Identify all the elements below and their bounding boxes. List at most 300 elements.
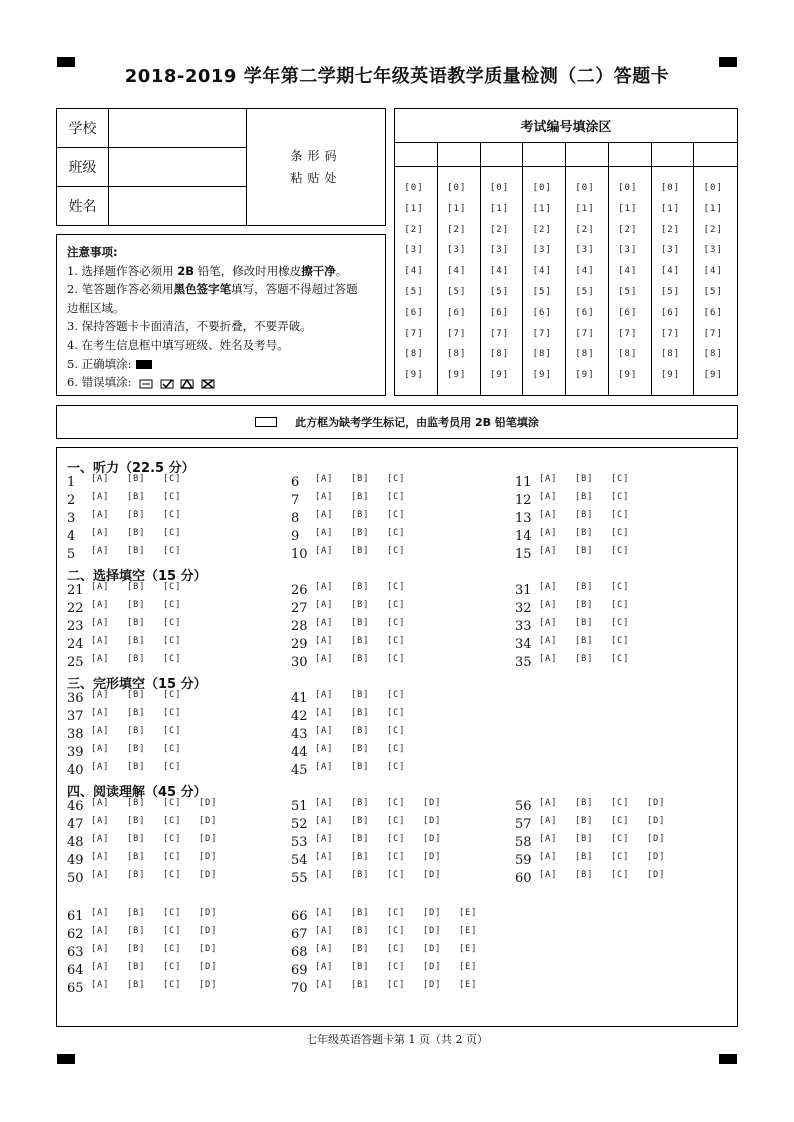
answer-bubble[interactable]: [D] [199, 908, 218, 918]
answer-bubble[interactable]: [B] [127, 852, 146, 862]
answer-bubble[interactable]: [A] [315, 582, 334, 592]
answer-bubble[interactable]: [C] [611, 618, 630, 628]
exam-digit-bubble[interactable]: [5] [618, 287, 638, 297]
answer-bubble[interactable]: [C] [163, 636, 182, 646]
answer-bubble[interactable]: [B] [351, 654, 370, 664]
exam-digit-bubble[interactable]: [1] [660, 203, 681, 214]
answer-bubble[interactable]: [A] [91, 654, 110, 664]
answer-bubble[interactable]: [C] [163, 708, 182, 718]
exam-digit-bubble[interactable]: [7] [532, 328, 552, 339]
exam-digit-bubble[interactable]: [7] [618, 328, 638, 339]
exam-digit-bubble[interactable]: [4] [575, 266, 595, 277]
exam-digit-bubble[interactable]: [1] [575, 203, 595, 214]
answer-bubble[interactable]: [A] [91, 600, 110, 610]
answer-bubble[interactable]: [C] [387, 492, 406, 502]
answer-bubble[interactable]: [C] [163, 870, 182, 880]
answer-bubble[interactable]: [A] [315, 944, 334, 954]
answer-bubble[interactable]: [C] [163, 962, 182, 972]
answer-bubble[interactable]: [C] [611, 600, 630, 610]
answer-bubble[interactable]: [B] [575, 870, 594, 880]
answer-bubble[interactable]: [B] [351, 816, 370, 826]
exam-digit-bubble[interactable]: [0] [703, 183, 723, 193]
answer-bubble[interactable]: [C] [387, 926, 406, 936]
exam-digit-bubble[interactable]: [9] [532, 370, 552, 381]
answer-bubble[interactable]: [A] [91, 798, 110, 808]
exam-digit-bubble[interactable]: [6] [447, 307, 467, 318]
exam-digit-bubble[interactable]: [2] [618, 224, 638, 235]
answer-bubble[interactable]: [C] [387, 870, 406, 880]
answer-bubble[interactable]: [C] [387, 944, 406, 954]
answer-bubble[interactable]: [B] [575, 654, 594, 664]
answer-bubble[interactable]: [B] [127, 528, 146, 538]
answer-bubble[interactable]: [D] [199, 870, 218, 880]
answer-bubble[interactable]: [A] [91, 926, 110, 936]
answer-bubble[interactable]: [B] [127, 510, 146, 520]
answer-bubble[interactable]: [D] [423, 852, 442, 862]
answer-bubble[interactable]: [A] [91, 690, 110, 700]
answer-bubble[interactable]: [B] [127, 600, 146, 610]
answer-bubble[interactable]: [B] [127, 980, 146, 990]
answer-bubble[interactable]: [D] [647, 798, 666, 808]
answer-bubble[interactable]: [B] [351, 744, 370, 754]
answer-bubble[interactable]: [B] [351, 926, 370, 936]
answer-bubble[interactable]: [A] [91, 528, 110, 538]
answer-bubble[interactable]: [C] [387, 744, 406, 754]
answer-bubble[interactable]: [B] [351, 962, 370, 972]
answer-bubble[interactable]: [A] [539, 636, 558, 646]
exam-digit-bubble[interactable]: [3] [618, 245, 638, 256]
exam-digit-bubble[interactable]: [9] [404, 370, 424, 381]
answer-bubble[interactable]: [B] [575, 492, 594, 502]
answer-bubble[interactable]: [B] [351, 852, 370, 862]
answer-bubble[interactable]: [C] [611, 852, 630, 862]
answer-bubble[interactable]: [C] [387, 636, 406, 646]
answer-bubble[interactable]: [E] [459, 980, 478, 990]
exam-digit-bubble[interactable]: [8] [660, 349, 681, 360]
answer-bubble[interactable]: [A] [91, 816, 110, 826]
exam-digit-bubble[interactable]: [5] [660, 287, 681, 297]
answer-bubble[interactable]: [C] [611, 816, 630, 826]
answer-bubble[interactable]: [A] [315, 708, 334, 718]
answer-bubble[interactable]: [B] [351, 762, 370, 772]
exam-digit-bubble[interactable]: [1] [532, 203, 552, 214]
answer-bubble[interactable]: [C] [611, 636, 630, 646]
answer-bubble[interactable]: [A] [539, 528, 558, 538]
answer-bubble[interactable]: [B] [575, 618, 594, 628]
exam-digit-bubble[interactable]: [9] [703, 370, 723, 381]
answer-bubble[interactable]: [C] [163, 546, 182, 556]
answer-bubble[interactable]: [C] [611, 654, 630, 664]
exam-digit-bubble[interactable]: [4] [660, 266, 681, 277]
answer-bubble[interactable]: [D] [423, 980, 442, 990]
answer-bubble[interactable]: [D] [647, 816, 666, 826]
answer-bubble[interactable]: [A] [91, 708, 110, 718]
answer-bubble[interactable]: [A] [315, 474, 334, 484]
exam-digit-bubble[interactable]: [3] [532, 245, 552, 256]
answer-bubble[interactable]: [C] [163, 528, 182, 538]
answer-bubble[interactable]: [B] [351, 510, 370, 520]
answer-bubble[interactable]: [A] [315, 744, 334, 754]
answer-bubble[interactable]: [C] [163, 798, 182, 808]
exam-digit-bubble[interactable]: [7] [703, 328, 723, 339]
exam-digit-bubble[interactable]: [6] [575, 307, 595, 318]
answer-bubble[interactable]: [D] [647, 834, 666, 844]
answer-bubble[interactable]: [C] [163, 474, 182, 484]
answer-bubble[interactable]: [C] [163, 908, 182, 918]
answer-bubble[interactable]: [C] [163, 816, 182, 826]
answer-bubble[interactable]: [D] [423, 870, 442, 880]
answer-bubble[interactable]: [C] [163, 980, 182, 990]
answer-bubble[interactable]: [B] [575, 510, 594, 520]
exam-digit-bubble[interactable]: [0] [489, 183, 510, 193]
answer-bubble[interactable]: [A] [91, 474, 110, 484]
exam-digit-bubble[interactable]: [7] [660, 328, 681, 339]
answer-bubble[interactable]: [A] [91, 582, 110, 592]
exam-digit-bubble[interactable]: [4] [404, 266, 424, 277]
answer-bubble[interactable]: [D] [423, 926, 442, 936]
answer-bubble[interactable]: [A] [539, 870, 558, 880]
answer-bubble[interactable]: [D] [423, 834, 442, 844]
exam-digit-bubble[interactable]: [0] [532, 183, 552, 193]
answer-bubble[interactable]: [D] [199, 980, 218, 990]
exam-digit-bubble[interactable]: [7] [447, 328, 467, 339]
answer-bubble[interactable]: [A] [91, 944, 110, 954]
exam-digit-bubble[interactable]: [1] [618, 203, 638, 214]
answer-bubble[interactable]: [B] [351, 870, 370, 880]
answer-bubble[interactable]: [A] [539, 546, 558, 556]
exam-digit-bubble[interactable]: [7] [404, 328, 424, 339]
answer-bubble[interactable]: [A] [91, 962, 110, 972]
answer-bubble[interactable]: [B] [127, 636, 146, 646]
exam-digit-bubble[interactable]: [2] [575, 224, 595, 235]
answer-bubble[interactable]: [B] [127, 908, 146, 918]
exam-digit-bubble[interactable]: [4] [532, 266, 552, 277]
exam-digit-bubble[interactable]: [2] [660, 224, 681, 235]
answer-bubble[interactable]: [D] [423, 816, 442, 826]
exam-digit-bubble[interactable]: [4] [489, 266, 510, 277]
answer-bubble[interactable]: [B] [575, 852, 594, 862]
answer-bubble[interactable]: [D] [199, 852, 218, 862]
answer-bubble[interactable]: [E] [459, 962, 478, 972]
exam-digit-bubble[interactable]: [2] [447, 224, 467, 235]
answer-bubble[interactable]: [A] [315, 798, 334, 808]
answer-bubble[interactable]: [A] [315, 980, 334, 990]
answer-bubble[interactable]: [B] [575, 474, 594, 484]
answer-bubble[interactable]: [C] [163, 618, 182, 628]
answer-bubble[interactable]: [C] [387, 980, 406, 990]
answer-bubble[interactable]: [A] [539, 618, 558, 628]
answer-bubble[interactable]: [C] [163, 726, 182, 736]
answer-bubble[interactable]: [A] [315, 510, 334, 520]
answer-bubble[interactable]: [A] [315, 908, 334, 918]
answer-bubble[interactable]: [B] [575, 600, 594, 610]
answer-bubble[interactable]: [B] [351, 708, 370, 718]
answer-bubble[interactable]: [A] [315, 962, 334, 972]
answer-bubble[interactable]: [A] [539, 582, 558, 592]
exam-digit-bubble[interactable]: [5] [447, 287, 467, 297]
answer-bubble[interactable]: [B] [127, 492, 146, 502]
answer-bubble[interactable]: [B] [351, 690, 370, 700]
answer-bubble[interactable]: [C] [611, 870, 630, 880]
exam-digit-bubble[interactable]: [6] [660, 307, 681, 318]
answer-bubble[interactable]: [C] [163, 762, 182, 772]
answer-bubble[interactable]: [B] [127, 870, 146, 880]
answer-bubble[interactable]: [A] [539, 510, 558, 520]
answer-bubble[interactable]: [B] [127, 708, 146, 718]
answer-bubble[interactable]: [B] [575, 582, 594, 592]
answer-bubble[interactable]: [B] [127, 474, 146, 484]
exam-digit-bubble[interactable]: [9] [575, 370, 595, 381]
answer-bubble[interactable]: [A] [315, 870, 334, 880]
answer-bubble[interactable]: [C] [387, 762, 406, 772]
exam-digit-bubble[interactable]: [7] [489, 328, 510, 339]
answer-bubble[interactable]: [C] [611, 582, 630, 592]
answer-bubble[interactable]: [A] [539, 852, 558, 862]
answer-bubble[interactable]: [A] [315, 690, 334, 700]
answer-bubble[interactable]: [D] [647, 852, 666, 862]
answer-bubble[interactable]: [A] [539, 834, 558, 844]
answer-bubble[interactable]: [C] [163, 654, 182, 664]
answer-bubble[interactable]: [B] [575, 798, 594, 808]
answer-bubble[interactable]: [C] [387, 582, 406, 592]
answer-bubble[interactable]: [A] [91, 510, 110, 520]
answer-bubble[interactable]: [A] [539, 798, 558, 808]
answer-bubble[interactable]: [A] [315, 852, 334, 862]
answer-bubble[interactable]: [C] [387, 834, 406, 844]
exam-digit-bubble[interactable]: [2] [404, 224, 424, 235]
answer-bubble[interactable]: [A] [91, 744, 110, 754]
exam-digit-bubble[interactable]: [8] [532, 349, 552, 360]
answer-bubble[interactable]: [C] [387, 852, 406, 862]
answer-bubble[interactable]: [D] [199, 926, 218, 936]
answer-bubble[interactable]: [B] [575, 528, 594, 538]
answer-bubble[interactable]: [C] [387, 962, 406, 972]
answer-bubble[interactable]: [C] [387, 690, 406, 700]
answer-bubble[interactable]: [E] [459, 926, 478, 936]
answer-bubble[interactable]: [C] [611, 798, 630, 808]
answer-bubble[interactable]: [D] [199, 834, 218, 844]
answer-bubble[interactable]: [C] [387, 726, 406, 736]
exam-digit-bubble[interactable]: [7] [575, 328, 595, 339]
answer-bubble[interactable]: [B] [127, 762, 146, 772]
exam-digit-bubble[interactable]: [0] [404, 183, 424, 193]
answer-bubble[interactable]: [D] [199, 962, 218, 972]
exam-number-entry-cell[interactable] [694, 143, 737, 167]
answer-bubble[interactable]: [C] [387, 510, 406, 520]
answer-bubble[interactable]: [D] [423, 944, 442, 954]
answer-bubble[interactable]: [D] [199, 798, 218, 808]
answer-bubble[interactable]: [B] [127, 926, 146, 936]
answer-bubble[interactable]: [B] [351, 798, 370, 808]
exam-digit-bubble[interactable]: [3] [703, 245, 723, 256]
answer-bubble[interactable]: [A] [91, 726, 110, 736]
exam-digit-bubble[interactable]: [8] [404, 349, 424, 360]
answer-bubble[interactable]: [C] [611, 492, 630, 502]
answer-bubble[interactable]: [B] [351, 492, 370, 502]
exam-digit-bubble[interactable]: [4] [618, 266, 638, 277]
exam-digit-bubble[interactable]: [6] [618, 307, 638, 318]
answer-bubble[interactable]: [A] [315, 546, 334, 556]
exam-digit-bubble[interactable]: [5] [703, 287, 723, 297]
answer-bubble[interactable]: [B] [127, 582, 146, 592]
answer-bubble[interactable]: [B] [351, 600, 370, 610]
answer-bubble[interactable]: [B] [127, 618, 146, 628]
answer-bubble[interactable]: [B] [127, 944, 146, 954]
answer-bubble[interactable]: [C] [163, 834, 182, 844]
answer-bubble[interactable]: [C] [163, 744, 182, 754]
answer-bubble[interactable]: [A] [539, 492, 558, 502]
answer-bubble[interactable]: [B] [575, 834, 594, 844]
answer-bubble[interactable]: [C] [611, 474, 630, 484]
answer-bubble[interactable]: [A] [539, 816, 558, 826]
answer-bubble[interactable]: [C] [387, 908, 406, 918]
exam-digit-bubble[interactable]: [1] [489, 203, 510, 214]
answer-bubble[interactable]: [E] [459, 944, 478, 954]
answer-bubble[interactable]: [C] [163, 582, 182, 592]
answer-bubble[interactable]: [A] [315, 834, 334, 844]
answer-bubble[interactable]: [A] [91, 636, 110, 646]
exam-digit-bubble[interactable]: [8] [618, 349, 638, 360]
exam-digit-bubble[interactable]: [1] [703, 203, 723, 214]
exam-digit-bubble[interactable]: [1] [404, 203, 424, 214]
answer-bubble[interactable]: [C] [611, 546, 630, 556]
answer-bubble[interactable]: [A] [315, 654, 334, 664]
answer-bubble[interactable]: [C] [163, 690, 182, 700]
answer-bubble[interactable]: [B] [351, 528, 370, 538]
answer-bubble[interactable]: [D] [423, 908, 442, 918]
answer-bubble[interactable]: [A] [315, 926, 334, 936]
answer-bubble[interactable]: [B] [127, 726, 146, 736]
answer-bubble[interactable]: [B] [127, 834, 146, 844]
answer-bubble[interactable]: [B] [127, 744, 146, 754]
answer-bubble[interactable]: [C] [611, 510, 630, 520]
exam-digit-bubble[interactable]: [9] [489, 370, 510, 381]
answer-bubble[interactable]: [C] [387, 546, 406, 556]
exam-digit-bubble[interactable]: [8] [575, 349, 595, 360]
answer-bubble[interactable]: [B] [575, 816, 594, 826]
answer-bubble[interactable]: [E] [459, 908, 478, 918]
answer-bubble[interactable]: [D] [423, 962, 442, 972]
answer-bubble[interactable]: [A] [91, 980, 110, 990]
answer-bubble[interactable]: [A] [539, 654, 558, 664]
answer-bubble[interactable]: [B] [127, 798, 146, 808]
answer-bubble[interactable]: [C] [387, 528, 406, 538]
exam-digit-bubble[interactable]: [4] [703, 266, 723, 277]
exam-digit-bubble[interactable]: [9] [618, 370, 638, 381]
answer-bubble[interactable]: [C] [387, 708, 406, 718]
answer-bubble[interactable]: [A] [315, 726, 334, 736]
answer-bubble[interactable]: [C] [163, 510, 182, 520]
answer-bubble[interactable]: [C] [387, 654, 406, 664]
answer-bubble[interactable]: [B] [351, 980, 370, 990]
answer-bubble[interactable]: [A] [539, 474, 558, 484]
answer-bubble[interactable]: [A] [315, 528, 334, 538]
exam-digit-bubble[interactable]: [0] [575, 183, 595, 193]
answer-bubble[interactable]: [C] [163, 926, 182, 936]
exam-digit-bubble[interactable]: [5] [532, 287, 552, 297]
exam-digit-bubble[interactable]: [5] [489, 287, 510, 297]
answer-bubble[interactable]: [B] [351, 582, 370, 592]
answer-bubble[interactable]: [C] [387, 600, 406, 610]
absent-checkbox[interactable] [255, 417, 277, 427]
exam-digit-bubble[interactable]: [8] [489, 349, 510, 360]
exam-digit-bubble[interactable]: [2] [532, 224, 552, 235]
answer-bubble[interactable]: [C] [611, 528, 630, 538]
exam-digit-bubble[interactable]: [6] [703, 307, 723, 318]
answer-bubble[interactable]: [B] [127, 654, 146, 664]
answer-bubble[interactable]: [D] [647, 870, 666, 880]
answer-bubble[interactable]: [A] [91, 546, 110, 556]
exam-digit-bubble[interactable]: [0] [618, 183, 638, 193]
answer-bubble[interactable]: [C] [163, 944, 182, 954]
answer-bubble[interactable]: [B] [351, 726, 370, 736]
answer-bubble[interactable]: [C] [387, 816, 406, 826]
answer-bubble[interactable]: [B] [127, 816, 146, 826]
exam-digit-bubble[interactable]: [0] [660, 183, 681, 193]
exam-digit-bubble[interactable]: [9] [447, 370, 467, 381]
exam-digit-bubble[interactable]: [1] [447, 203, 467, 214]
exam-digit-bubble[interactable]: [8] [447, 349, 467, 360]
exam-digit-bubble[interactable]: [3] [447, 245, 467, 256]
exam-digit-bubble[interactable]: [4] [447, 266, 467, 277]
exam-digit-bubble[interactable]: [6] [532, 307, 552, 318]
answer-bubble[interactable]: [A] [315, 618, 334, 628]
exam-digit-bubble[interactable]: [3] [575, 245, 595, 256]
answer-bubble[interactable]: [B] [351, 474, 370, 484]
answer-bubble[interactable]: [B] [127, 690, 146, 700]
answer-bubble[interactable]: [A] [91, 834, 110, 844]
exam-digit-bubble[interactable]: [0] [447, 183, 467, 193]
exam-digit-bubble[interactable]: [8] [703, 349, 723, 360]
exam-digit-bubble[interactable]: [6] [489, 307, 510, 318]
answer-bubble[interactable]: [B] [127, 962, 146, 972]
answer-bubble[interactable]: [A] [315, 816, 334, 826]
answer-bubble[interactable]: [A] [91, 618, 110, 628]
exam-digit-bubble[interactable]: [9] [660, 370, 681, 381]
exam-digit-bubble[interactable]: [5] [404, 287, 424, 297]
answer-bubble[interactable]: [B] [351, 546, 370, 556]
answer-bubble[interactable]: [C] [387, 798, 406, 808]
answer-bubble[interactable]: [C] [611, 834, 630, 844]
answer-bubble[interactable]: [A] [91, 908, 110, 918]
answer-bubble[interactable]: [B] [351, 908, 370, 918]
answer-bubble[interactable]: [B] [127, 546, 146, 556]
answer-bubble[interactable]: [D] [423, 798, 442, 808]
answer-bubble[interactable]: [B] [351, 636, 370, 646]
answer-bubble[interactable]: [A] [315, 762, 334, 772]
exam-digit-bubble[interactable]: [6] [404, 307, 424, 318]
answer-bubble[interactable]: [A] [91, 492, 110, 502]
answer-bubble[interactable]: [C] [163, 600, 182, 610]
answer-bubble[interactable]: [A] [315, 492, 334, 502]
exam-digit-bubble[interactable]: [3] [489, 245, 510, 256]
answer-bubble[interactable]: [A] [315, 636, 334, 646]
answer-bubble[interactable]: [C] [387, 474, 406, 484]
answer-bubble[interactable]: [B] [351, 834, 370, 844]
answer-bubble[interactable]: [D] [199, 944, 218, 954]
answer-bubble[interactable]: [A] [91, 870, 110, 880]
answer-bubble[interactable]: [A] [315, 600, 334, 610]
answer-bubble[interactable]: [C] [387, 618, 406, 628]
answer-bubble[interactable]: [C] [163, 852, 182, 862]
exam-digit-bubble[interactable]: [3] [660, 245, 681, 256]
answer-bubble[interactable]: [A] [91, 852, 110, 862]
answer-bubble[interactable]: [B] [351, 618, 370, 628]
answer-bubble[interactable]: [B] [351, 944, 370, 954]
exam-digit-bubble[interactable]: [2] [703, 224, 723, 235]
answer-bubble[interactable]: [D] [199, 816, 218, 826]
answer-bubble[interactable]: [B] [575, 546, 594, 556]
